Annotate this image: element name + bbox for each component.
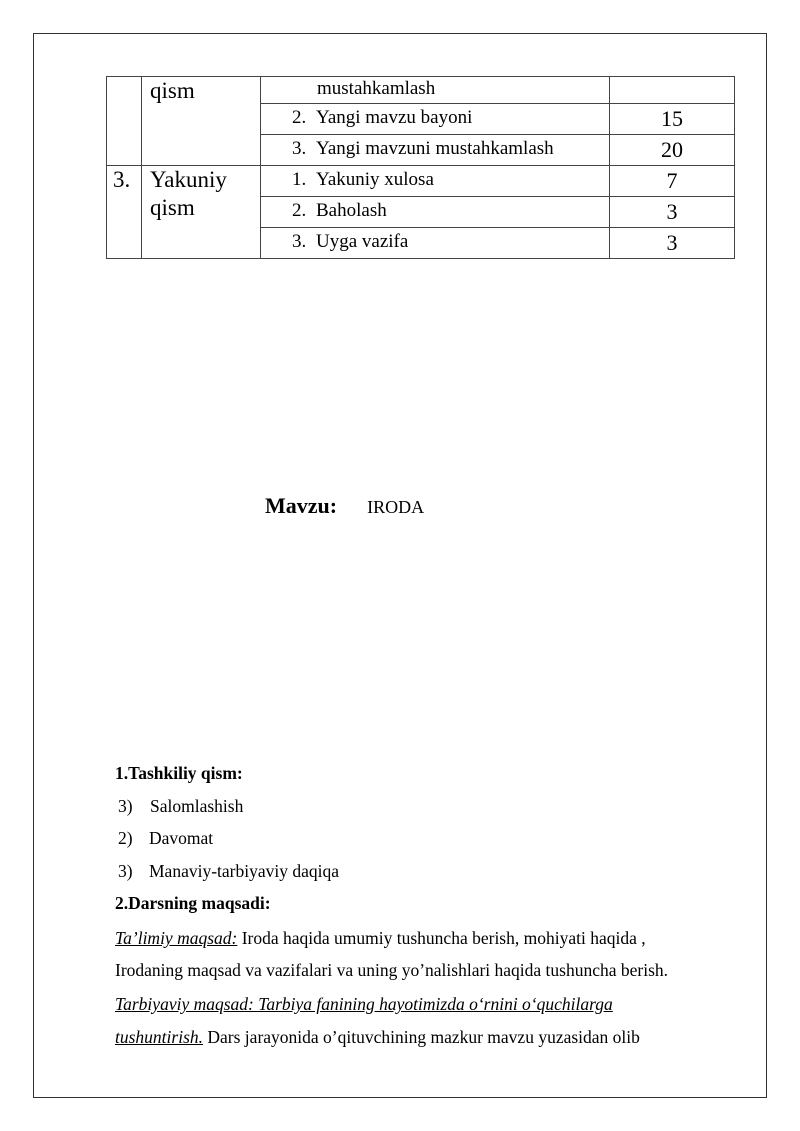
list-item-number: 3) bbox=[118, 861, 133, 881]
topic-label: Mavzu: bbox=[265, 493, 338, 518]
list-item-text: Manaviy-tarbiyaviy daqiqa bbox=[149, 861, 340, 881]
list-item-text: Salomlashish bbox=[150, 796, 244, 816]
row-number-cell: 3. bbox=[107, 166, 142, 259]
upbringing-goal-line bbox=[115, 994, 613, 1015]
step-cell bbox=[261, 104, 610, 135]
list-item-number: 2) bbox=[118, 828, 133, 848]
table-row bbox=[107, 77, 735, 104]
educational-goal-label: Ta’limiy maqsad: bbox=[115, 928, 238, 948]
step-number: 3. bbox=[292, 138, 307, 159]
upbringing-goal-text: Dars jarayonida o’qituvchining mazkur mavzu yuzasidan olib bbox=[203, 1027, 640, 1047]
minutes-cell: 3 bbox=[610, 197, 735, 228]
step-cell bbox=[261, 135, 610, 166]
list-item-number: 3) bbox=[118, 796, 133, 816]
lesson-plan-table bbox=[106, 76, 735, 259]
step-number: 3. bbox=[292, 231, 307, 252]
step-text: Uyga vazifa bbox=[316, 231, 409, 252]
topic-line bbox=[265, 493, 424, 519]
minutes-cell: 7 bbox=[610, 166, 735, 197]
minutes-cell: 3 bbox=[610, 228, 735, 259]
step-cell bbox=[261, 228, 610, 259]
step-number: 1. bbox=[292, 169, 307, 190]
table-row bbox=[107, 166, 735, 197]
upbringing-goal-label: tushuntirish. bbox=[115, 1027, 204, 1047]
section1-heading: 1.Tashkiliy qism: bbox=[115, 763, 243, 783]
list-item bbox=[118, 828, 213, 849]
step-text: Baholash bbox=[316, 200, 387, 221]
topic-value: IRODA bbox=[367, 497, 425, 517]
list-item bbox=[118, 796, 243, 817]
step-text: Yangi mavzu bayoni bbox=[316, 107, 473, 128]
list-item-text: Davomat bbox=[149, 828, 214, 848]
step-text: mustahkamlash bbox=[317, 78, 436, 99]
step-number: 2. bbox=[292, 107, 307, 128]
lesson-part-cell: Yakuniy qism bbox=[142, 166, 261, 259]
lesson-part-cell: qism bbox=[142, 77, 261, 166]
step-cell bbox=[261, 197, 610, 228]
educational-goal-line bbox=[115, 928, 646, 949]
step-text: Yakuniy xulosa bbox=[316, 169, 434, 190]
step-text: Yangi mavzuni mustahkamlash bbox=[316, 138, 554, 159]
educational-goal-line: Irodaning maqsad va vazifalari va uning yo’nalishlari haqida tushuncha berish. bbox=[115, 960, 669, 980]
minutes-cell: 15 bbox=[610, 104, 735, 135]
step-cell bbox=[261, 166, 610, 197]
step-number: 2. bbox=[292, 200, 307, 221]
upbringing-goal-line bbox=[115, 1027, 640, 1048]
minutes-cell: 20 bbox=[610, 135, 735, 166]
section2-heading: 2.Darsning maqsadi: bbox=[115, 893, 271, 913]
row-number-cell bbox=[107, 77, 142, 166]
upbringing-goal-label: Tarbiyaviy maqsad: Tarbiya fanining hayotimizda o‘rnini o‘quchilarga bbox=[115, 994, 613, 1014]
step-cell bbox=[261, 77, 610, 104]
educational-goal-text: Iroda haqida umumiy tushuncha berish, mohiyati haqida , bbox=[237, 928, 646, 948]
minutes-cell bbox=[610, 77, 735, 104]
list-item bbox=[118, 861, 339, 882]
